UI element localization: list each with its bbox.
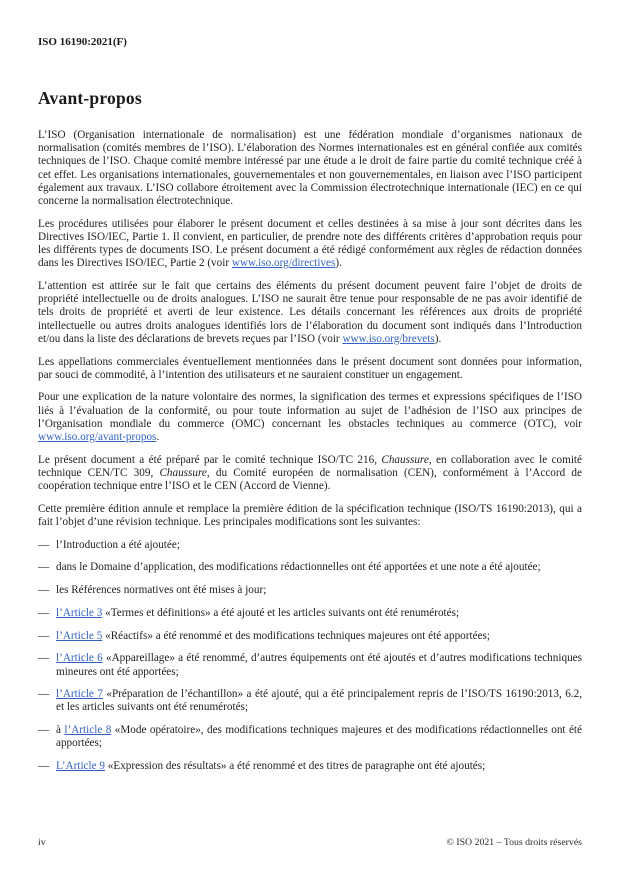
- page-number: iv: [38, 837, 46, 848]
- list-item-text: à l’Article 8 «Mode opératoire», des modifications techniques majeures et des modifications rédactionnelles ont été apportées;: [56, 724, 582, 750]
- list-dash: —: [38, 760, 50, 773]
- page-footer: [38, 837, 582, 848]
- paragraph: Les appellations commerciales éventuellement mentionnées dans le présent document sont données pour information, par souci de commodité, à l’intention des utilisateurs et ne sauraient constituer un engagement.: [38, 355, 582, 381]
- hyperlink[interactable]: www.iso.org/brevets: [342, 332, 435, 345]
- list-dash: —: [38, 629, 50, 642]
- paragraph: Les procédures utilisées pour élaborer le présent document et celles destinées à sa mise à jour sont décrites dans les Directives ISO/IEC, Partie 1. Il convient, en particulier, de prendre note des différents critères d’approbation requis pour les différents types de documents ISO. Le présent document a été rédigé conformément aux règles de rédaction données dans les Directives ISO/IEC, Partie 2 (voir www.iso.org/directives).: [38, 217, 582, 270]
- hyperlink[interactable]: l’Article 6: [56, 652, 103, 665]
- list-item-text: l’Introduction a été ajoutée;: [56, 538, 180, 551]
- list-item-text: l’Article 6 «Appareillage» a été renommé, d’autres équipements ont été ajoutés et d’autres modifications techniques mineures ont été apportées;: [56, 652, 582, 678]
- list-item: [38, 584, 582, 597]
- list-dash: —: [38, 561, 50, 574]
- paragraph: Cette première édition annule et remplace la première édition de la spécification technique (ISO/TS 16190:2013), qui a fait l’objet d’une révision technique. Les principales modifications sont les suivantes:: [38, 502, 582, 529]
- list-dash: —: [38, 584, 50, 597]
- list-item-text: l’Article 7 «Préparation de l’échantillon» a été ajouté, qui a été principalement repris de l’ISO/TS 16190:2013, 6.2, et les articles suivants ont été renumérotés;: [56, 688, 582, 714]
- document-body: [38, 129, 582, 773]
- doc-reference: ISO 16190:2021(F): [38, 36, 127, 48]
- list-item-text: l’Article 3 «Termes et définitions» a été ajouté et les articles suivants ont été renumérotés;: [56, 606, 460, 619]
- paragraph: Le présent document a été préparé par le comité technique ISO/TC 216, Chaussure, en collaboration avec le comité technique CEN/TC 309, Chaussure, du Comité européen de normalisation (CEN), conformément à l’Accord de coopération technique entre l’ISO et le CEN (Accord de Vienne).: [38, 453, 583, 493]
- hyperlink[interactable]: l’Article 7: [56, 688, 103, 701]
- paragraph: L’ISO (Organisation internationale de normalisation) est une fédération mondiale d’organismes nationaux de normalisation (comités membres de l’ISO). L’élaboration des Normes internationales est en général confiée aux comités techniques de l’ISO. Chaque comité membre intéressé par une étude a le droit de faire partie du comité technique créé à cet effet. Les organisations internationales, gouvernementales et non gouvernementales, en liaison avec l’ISO participent également aux travaux. L’ISO collabore étroitement avec la Commission électrotechnique internationale (IEC) en ce qui concerne la normalisation électrotechnique.: [38, 129, 582, 208]
- hyperlink[interactable]: L’Article 9: [56, 760, 105, 773]
- list-item: [38, 760, 582, 773]
- list-dash: —: [38, 538, 50, 551]
- copyright-notice: © ISO 2021 – Tous droits réservés: [446, 837, 582, 848]
- paragraph: Pour une explication de la nature volontaire des normes, la signification des termes et expressions spécifiques de l’ISO liés à l’évaluation de la conformité, ou pour toute information au sujet de l’adhésion de l’ISO aux principes de l’Organisation mondiale du commerce (OMC) concernant les obstacles techniques au commerce (OTC), voir www.iso.org/avant-propos.: [38, 391, 582, 444]
- list-item: [38, 724, 582, 750]
- hyperlink[interactable]: l’Article 3: [56, 606, 103, 619]
- list-dash: —: [38, 724, 50, 737]
- list-item: [38, 607, 582, 620]
- list-item-text: L’Article 9 «Expression des résultats» a été renommé et des titres de paragraphe ont été ajoutés;: [56, 760, 486, 773]
- paragraph: L’attention est attirée sur le fait que certains des éléments du présent document peuvent faire l’objet de droits de propriété intellectuelle ou de droits analogues. L’ISO ne saurait être tenue pour responsable de ne pas avoir identifié de tels droits de propriété et averti de leur existence. Les détails concernant les références aux droits de propriété intellectuelle ou autres droits analogues identifiés lors de l’élaboration du document sont indiqués dans l’Introduction et/ou dans la liste des déclarations de brevets reçues par l’ISO (voir www.iso.org/brevets).: [38, 280, 582, 345]
- hyperlink[interactable]: www.iso.org/avant-propos: [38, 431, 157, 444]
- list-item: [38, 630, 582, 643]
- italic-text: Chaussure: [381, 453, 429, 466]
- list-item-text: dans le Domaine d’application, des modifications rédactionnelles ont été apportées et une note a été ajoutée;: [56, 561, 541, 574]
- list-item: [38, 561, 582, 574]
- page-title: Avant-propos: [38, 88, 142, 108]
- hyperlink[interactable]: l’Article 5: [56, 629, 103, 642]
- hyperlink[interactable]: www.iso.org/directives: [231, 257, 336, 270]
- list-item: [38, 652, 582, 678]
- list-item-text: l’Article 5 «Réactifs» a été renommé et des modifications techniques majeures ont été apportées;: [56, 629, 490, 642]
- list-item: [38, 539, 582, 552]
- list-item: [38, 688, 582, 714]
- list-item-text: les Références normatives ont été mises à jour;: [56, 584, 267, 597]
- italic-text: Chaussure: [159, 466, 207, 479]
- list-dash: —: [38, 688, 50, 701]
- hyperlink[interactable]: l’Article 8: [64, 724, 112, 737]
- list-dash: —: [38, 652, 50, 665]
- list-dash: —: [38, 606, 50, 619]
